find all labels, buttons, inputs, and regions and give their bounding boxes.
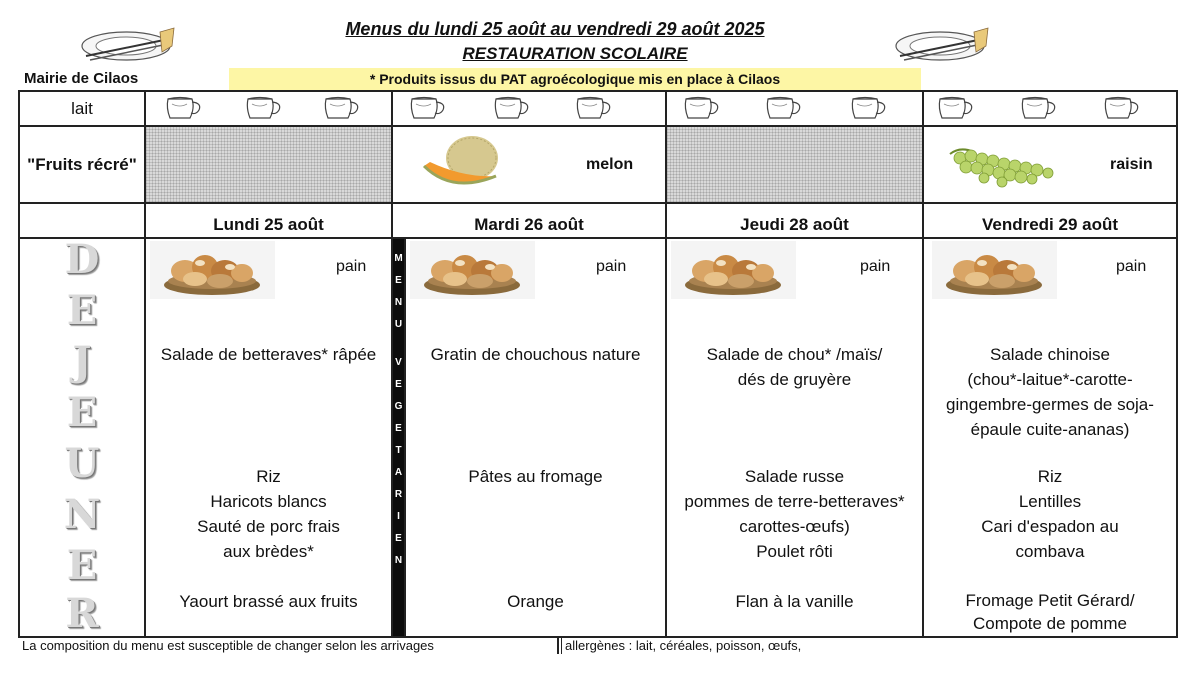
- dish-line: Fromage Petit Gérard/: [965, 591, 1135, 610]
- milk-jug-icon: [845, 94, 891, 122]
- milk-jug-icon: [678, 94, 724, 122]
- menu-vegetarien-strip: [393, 239, 404, 636]
- dish-plat-jeudi: [667, 464, 922, 564]
- bread-basket-icon: [932, 241, 1057, 299]
- dish-dessert-lundi: [146, 589, 391, 614]
- vege-letter: A: [394, 467, 403, 478]
- pat-note: * Produits issus du PAT agroécologique mis en place à Cilaos: [229, 68, 921, 91]
- dish-line: Flan à la vanille: [735, 592, 854, 611]
- milk-jug-icon: [1015, 94, 1061, 122]
- milk-jug-icon: [760, 94, 806, 122]
- dish-line: Poulet rôti: [756, 542, 833, 561]
- row-label-fruits: "Fruits récré": [27, 154, 137, 174]
- vege-letter: M: [394, 253, 403, 264]
- vege-letter: N: [394, 555, 403, 566]
- milk-jug-icon: [160, 94, 206, 122]
- dish-entree-jeudi: [667, 342, 922, 392]
- pain-label: pain: [1116, 258, 1147, 275]
- vege-letter: I: [397, 511, 400, 522]
- fruit-name-mardi: melon: [586, 156, 634, 173]
- bread-basket-icon: [410, 241, 535, 299]
- dish-line: gingembre-germes de soja-: [946, 395, 1154, 414]
- empty-cell: [667, 127, 922, 202]
- day-header-lundi: Lundi 25 août: [213, 215, 324, 234]
- dish-line: épaule cuite-ananas): [970, 420, 1130, 439]
- dish-entree-mardi: [406, 342, 665, 367]
- plate-cutlery-icon: [890, 26, 990, 66]
- footer-divider: [561, 638, 562, 654]
- dish-line: aux brèdes*: [223, 542, 314, 561]
- page-title: Menus du lundi 25 août au vendredi 29 août 2025: [345, 19, 765, 39]
- grid-line: [1176, 90, 1178, 638]
- dish-line: combava: [1015, 542, 1085, 561]
- pain-label: pain: [596, 258, 627, 275]
- dish-line: Compote de pomme: [972, 614, 1128, 633]
- page-subtitle: RESTAURATION SCOLAIRE: [462, 44, 688, 63]
- dejeuner-letter: U: [64, 440, 100, 487]
- milk-jug-icon: [404, 94, 450, 122]
- dish-line: pommes de terre-betteraves*: [684, 492, 905, 511]
- day-header-jeudi: Jeudi 28 août: [740, 215, 849, 234]
- plate-cutlery-icon: [76, 26, 176, 66]
- dejeuner-letter: E: [66, 389, 98, 436]
- grapes-icon: [940, 140, 1070, 190]
- milk-jug-icon: [240, 94, 286, 122]
- dish-plat-vendredi: [924, 464, 1176, 564]
- fruit-name-vendredi: raisin: [1110, 156, 1153, 173]
- grid-line: [18, 237, 1178, 239]
- vege-letter: U: [394, 319, 403, 330]
- footer-divider: [557, 638, 559, 654]
- dish-line: Orange: [507, 592, 564, 611]
- dejeuner-letter: R: [65, 590, 99, 637]
- dish-line: carottes-œufs): [739, 517, 850, 536]
- vege-letter: N: [394, 297, 403, 308]
- vege-letter: E: [395, 533, 402, 544]
- grid-line: [18, 90, 1178, 92]
- melon-icon: [418, 132, 502, 196]
- dish-plat-lundi: [146, 464, 391, 564]
- dish-line: Riz: [256, 467, 281, 486]
- dish-line: Haricots blancs: [210, 492, 327, 511]
- pain-label: pain: [860, 258, 891, 275]
- vege-letter: R: [394, 489, 403, 500]
- milk-jug-icon: [488, 94, 534, 122]
- dish-line: Salade chinoise: [989, 345, 1111, 364]
- dish-entree-lundi: [146, 342, 391, 367]
- dish-line: Yaourt brassé aux fruits: [179, 592, 358, 611]
- bread-basket-icon: [150, 241, 275, 299]
- dish-line: Cari d'espadon au: [981, 517, 1119, 536]
- dish-line: Gratin de chouchous nature: [430, 345, 641, 364]
- dish-line: Pâtes au fromage: [468, 467, 603, 486]
- dish-line: Lentilles: [1018, 492, 1082, 511]
- bread-basket-icon: [671, 241, 796, 299]
- dish-line: Salade de chou* /maïs/: [706, 345, 883, 364]
- dish-entree-vendredi: [924, 342, 1176, 442]
- dish-line: Riz: [1037, 467, 1063, 486]
- dejeuner-letter: E: [66, 542, 98, 589]
- pain-label: pain: [336, 258, 367, 275]
- vege-letter: E: [395, 275, 402, 286]
- mairie-label: Mairie de Cilaos: [24, 70, 139, 87]
- dish-dessert-jeudi: [667, 589, 922, 614]
- empty-cell: [146, 127, 391, 202]
- footer-note: La composition du menu est susceptible de changer selon les arrivages: [22, 638, 434, 653]
- footer-allergenes: allergènes : lait, céréales, poisson, œufs,: [565, 638, 802, 653]
- vege-letter: E: [395, 379, 402, 390]
- dish-plat-mardi: [406, 464, 665, 489]
- grid-line: [404, 237, 406, 638]
- dish-line: (chou*-laitue*-carotte-: [967, 370, 1133, 389]
- day-header-mardi: Mardi 26 août: [474, 215, 584, 234]
- dish-dessert-vendredi: [924, 589, 1176, 635]
- milk-jug-icon: [570, 94, 616, 122]
- milk-jug-icon: [318, 94, 364, 122]
- vege-letter: T: [395, 445, 402, 456]
- dejeuner-letter: D: [64, 236, 100, 283]
- dish-line: Sauté de porc frais: [197, 517, 340, 536]
- milk-jug-icon: [932, 94, 978, 122]
- vege-letter: G: [394, 401, 403, 412]
- dejeuner-letter: N: [63, 491, 101, 538]
- vege-letter: V: [395, 357, 402, 368]
- dish-line: Salade russe: [744, 467, 845, 486]
- dish-dessert-mardi: [406, 589, 665, 614]
- dejeuner-letter: J: [72, 338, 92, 385]
- row-label-lait: lait: [71, 98, 93, 118]
- milk-jug-icon: [1098, 94, 1144, 122]
- grid-line: [18, 202, 1178, 204]
- dish-line: dés de gruyère: [737, 370, 852, 389]
- vege-letter: E: [395, 423, 402, 434]
- day-header-vendredi: Vendredi 29 août: [981, 215, 1119, 234]
- dish-line: Salade de betteraves* râpée: [160, 345, 377, 364]
- dejeuner-letter: E: [66, 287, 98, 334]
